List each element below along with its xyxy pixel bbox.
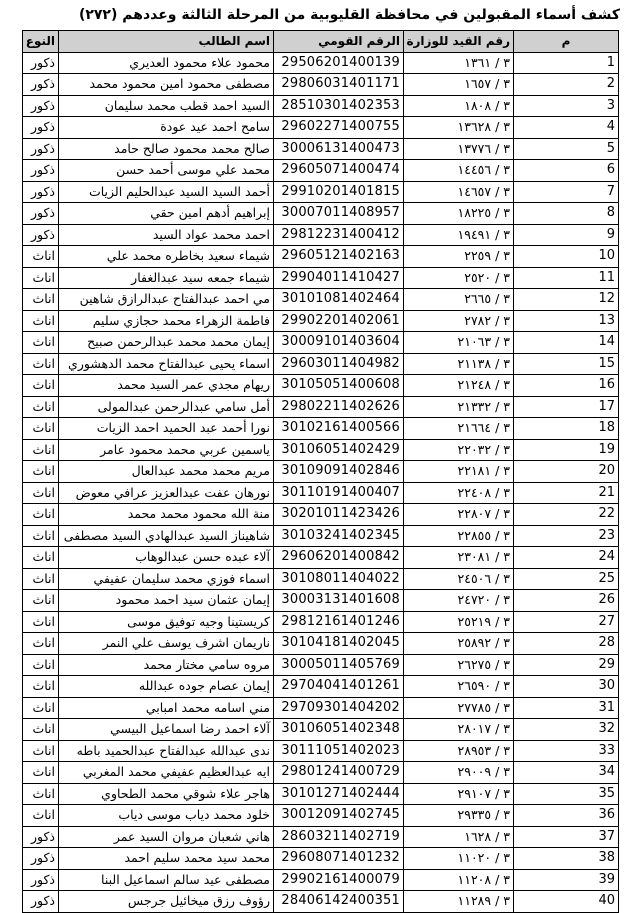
cell-registration: ٣ / ٢١٣٣٢ [404,396,514,418]
cell-registration: ٣ / ٢٤٧٢٠ [404,590,514,612]
cell-national-id: 28406142400351 [274,891,404,913]
cell-index: 11 [514,267,619,289]
table-row [23,375,619,397]
cell-student-name: مصطفى عيد سالم اسماعيل البنا [59,869,274,891]
cell-national-id: 29704041401261 [274,676,404,698]
cell-registration: ٣ / ٢١٢٤٨ [404,375,514,397]
cell-gender: اناث [23,590,59,612]
cell-student-name: آلاء عبده حسن عبدالوهاب [59,547,274,569]
cell-national-id: 29910201401815 [274,181,404,203]
cell-gender: ذكور [23,848,59,870]
cell-gender: اناث [23,676,59,698]
cell-registration: ٣ / ٢٦٥٩٠ [404,676,514,698]
cell-index: 38 [514,848,619,870]
cell-gender: اناث [23,332,59,354]
table-row [23,310,619,332]
table-row [23,353,619,375]
cell-registration: ٣ / ١١٢٠٨ [404,869,514,891]
cell-index: 13 [514,310,619,332]
cell-registration: ٣ / ٢٢٥٩ [404,246,514,268]
table-row [23,783,619,805]
table-row [23,224,619,246]
cell-student-name: محمد علي موسى أحمد حسن [59,160,274,182]
cell-gender: اناث [23,547,59,569]
cell-student-name: مي احمد عبدالفتاح عبدالرازق شاهين [59,289,274,311]
cell-national-id: 30106051402348 [274,719,404,741]
table-row [23,267,619,289]
cell-national-id: 29602271400755 [274,117,404,139]
cell-national-id: 30109091402846 [274,461,404,483]
cell-student-name: ناريمان اشرف يوسف علي النمر [59,633,274,655]
table-row [23,117,619,139]
cell-index: 14 [514,332,619,354]
cell-registration: ٣ / ٢١١٣٨ [404,353,514,375]
cell-national-id: 29812161401246 [274,611,404,633]
cell-index: 30 [514,676,619,698]
cell-national-id: 29902201402061 [274,310,404,332]
cell-national-id: 29802211402626 [274,396,404,418]
cell-registration: ٣ / ٢٦٢٧٥ [404,654,514,676]
cell-registration: ٣ / ١٤٤٥٦ [404,160,514,182]
cell-index: 5 [514,138,619,160]
cell-gender: اناث [23,719,59,741]
cell-national-id: 29605121402163 [274,246,404,268]
table-row [23,611,619,633]
cell-national-id: 30111051402023 [274,740,404,762]
cell-index: 18 [514,418,619,440]
header-registration: رقم القيد للوزارة [404,31,514,53]
cell-registration: ٣ / ٢٨٩٥٣ [404,740,514,762]
cell-student-name: أحمد السيد السيد عبدالحليم الزيات [59,181,274,203]
cell-index: 40 [514,891,619,913]
cell-index: 23 [514,525,619,547]
cell-gender: اناث [23,805,59,827]
cell-index: 9 [514,224,619,246]
table-row [23,826,619,848]
cell-gender: اناث [23,353,59,375]
cell-index: 7 [514,181,619,203]
cell-national-id: 30101271402444 [274,783,404,805]
table-row [23,719,619,741]
cell-gender: اناث [23,568,59,590]
cell-gender: ذكور [23,95,59,117]
cell-registration: ٣ / ٢٤٥٠٦ [404,568,514,590]
cell-registration: ٣ / ١٤٦٥٧ [404,181,514,203]
table-row [23,762,619,784]
cell-student-name: شيماء جمعه سيد عبدالغفار [59,267,274,289]
cell-student-name: منة الله محمود محمد محمد [59,504,274,526]
cell-national-id: 30003131401608 [274,590,404,612]
cell-index: 22 [514,504,619,526]
cell-gender: اناث [23,310,59,332]
cell-national-id: 30105051400608 [274,375,404,397]
cell-student-name: رؤوف رزق ميخائيل جرجس [59,891,274,913]
cell-gender: ذكور [23,52,59,74]
table-row [23,525,619,547]
cell-gender: اناث [23,504,59,526]
cell-index: 24 [514,547,619,569]
table-row [23,418,619,440]
cell-index: 19 [514,439,619,461]
table-row [23,246,619,268]
cell-gender: ذكور [23,869,59,891]
cell-index: 39 [514,869,619,891]
cell-national-id: 30007011408957 [274,203,404,225]
cell-national-id: 30005011405769 [274,654,404,676]
cell-registration: ٣ / ١٦٥٧ [404,74,514,96]
cell-national-id: 30110191400407 [274,482,404,504]
cell-gender: اناث [23,633,59,655]
cell-registration: ٣ / ٢٥٢١٩ [404,611,514,633]
table-row [23,160,619,182]
cell-registration: ٣ / ١١٢٨٩ [404,891,514,913]
header-name: اسم الطالب [59,31,274,53]
cell-student-name: كريستينا وجيه توفيق موسى [59,611,274,633]
table-row [23,740,619,762]
cell-registration: ٣ / ٢١٠٦٣ [404,332,514,354]
cell-student-name: اسماء فوزي محمد سليمان عفيفي [59,568,274,590]
cell-index: 32 [514,719,619,741]
cell-index: 25 [514,568,619,590]
cell-national-id: 30201011423426 [274,504,404,526]
table-row [23,568,619,590]
cell-student-name: خلود محمد دياب موسى دياب [59,805,274,827]
header-gender: النوع [23,31,59,53]
cell-index: 31 [514,697,619,719]
cell-registration: ٣ / ١٨٠٨ [404,95,514,117]
cell-index: 16 [514,375,619,397]
cell-gender: اناث [23,246,59,268]
cell-gender: اناث [23,697,59,719]
table-row [23,461,619,483]
cell-student-name: فاطمة الزهراء محمد حجازي سليم [59,310,274,332]
cell-gender: اناث [23,783,59,805]
table-row [23,590,619,612]
cell-gender: ذكور [23,181,59,203]
table-row [23,289,619,311]
cell-national-id: 29801241400729 [274,762,404,784]
cell-index: 12 [514,289,619,311]
table-row [23,848,619,870]
cell-student-name: نورهان عفت عبدالعزيز عرافي معوض [59,482,274,504]
cell-student-name: مني اسامه محمد امبابي [59,697,274,719]
cell-registration: ٣ / ٢٨٠١٧ [404,719,514,741]
cell-national-id: 29506201400139 [274,52,404,74]
cell-student-name: نورا أحمد عبد الحميد احمد الزيات [59,418,274,440]
cell-index: 29 [514,654,619,676]
cell-registration: ٣ / ١٦٢٨ [404,826,514,848]
cell-student-name: اسماء يحيى عبدالفتاح محمد الدهشوري [59,353,274,375]
cell-student-name: أمل سامي عبدالرحمن عبدالمولى [59,396,274,418]
table-row [23,869,619,891]
cell-student-name: إبراهيم أدهم امين حقي [59,203,274,225]
table-row [23,482,619,504]
cell-index: 27 [514,611,619,633]
table-row [23,891,619,913]
cell-student-name: إيمان عصام جوده عبدالله [59,676,274,698]
cell-student-name: مريم محمد محمد عبدالعال [59,461,274,483]
cell-index: 1 [514,52,619,74]
cell-national-id: 30106051402429 [274,439,404,461]
cell-index: 26 [514,590,619,612]
cell-index: 10 [514,246,619,268]
cell-index: 28 [514,633,619,655]
cell-registration: ٣ / ٢٩٠٠٩ [404,762,514,784]
cell-student-name: احمد محمد عواد السيد [59,224,274,246]
cell-gender: ذكور [23,138,59,160]
table-row [23,74,619,96]
cell-gender: اناث [23,396,59,418]
cell-index: 33 [514,740,619,762]
cell-student-name: شاهيناز السيد عبدالهادي السيد مصطفى [59,525,274,547]
cell-index: 4 [514,117,619,139]
table-row [23,95,619,117]
cell-gender: ذكور [23,891,59,913]
cell-student-name: ياسمين عربي محمد محمود عامر [59,439,274,461]
cell-gender: اناث [23,611,59,633]
cell-index: 35 [514,783,619,805]
cell-index: 15 [514,353,619,375]
cell-gender: اناث [23,762,59,784]
cell-registration: ٣ / ٢٢١٨١ [404,461,514,483]
cell-registration: ٣ / ١٨٢٢٥ [404,203,514,225]
cell-national-id: 30102161400566 [274,418,404,440]
cell-gender: اناث [23,525,59,547]
table-row [23,676,619,698]
cell-national-id: 29606201400842 [274,547,404,569]
cell-registration: ٣ / ٢٥٢٠ [404,267,514,289]
cell-student-name: إيمان محمد محمد عبدالرحمن صبيح [59,332,274,354]
table-body [23,52,619,912]
cell-index: 8 [514,203,619,225]
table-row [23,654,619,676]
cell-gender: ذكور [23,224,59,246]
cell-student-name: مروه سامي مختار محمد [59,654,274,676]
cell-national-id: 30012091402745 [274,805,404,827]
cell-student-name: شيماء سعيد بخاطره محمد علي [59,246,274,268]
cell-gender: ذكور [23,117,59,139]
cell-student-name: هاني شعبان مروان السيد عمر [59,826,274,848]
cell-student-name: ايه عبدالعظيم عفيفي محمد المغربي [59,762,274,784]
cell-national-id: 30009101403604 [274,332,404,354]
cell-national-id: 29605071400474 [274,160,404,182]
table-row [23,547,619,569]
cell-registration: ٣ / ٢٢٨٥٥ [404,525,514,547]
cell-registration: ٣ / ٢١٦٦٤ [404,418,514,440]
cell-registration: ٣ / ٢٢٤٠٨ [404,482,514,504]
header-national-id: الرقم القومي [274,31,404,53]
cell-national-id: 30006131400473 [274,138,404,160]
table-row [23,439,619,461]
cell-student-name: محمود علاء محمود العديري [59,52,274,74]
cell-index: 21 [514,482,619,504]
table-row [23,52,619,74]
cell-national-id: 29904011410427 [274,267,404,289]
cell-student-name: ريهام مجدي عمر السيد محمد [59,375,274,397]
cell-gender: اناث [23,654,59,676]
table-row [23,332,619,354]
cell-student-name: آلاء احمد رضا اسماعيل البيسي [59,719,274,741]
table-row [23,504,619,526]
cell-index: 3 [514,95,619,117]
cell-registration: ٣ / ٢٥٨٩٢ [404,633,514,655]
cell-student-name: السيد احمد قطب محمد سليمان [59,95,274,117]
cell-gender: اناث [23,482,59,504]
cell-registration: ٣ / ٢٩٣٣٥ [404,805,514,827]
cell-registration: ٣ / ٢٦٦٥ [404,289,514,311]
cell-gender: ذكور [23,160,59,182]
table-row [23,203,619,225]
cell-registration: ٣ / ١٣٧٧٦ [404,138,514,160]
cell-gender: اناث [23,461,59,483]
cell-student-name: صالح محمد محمود صالح حامد [59,138,274,160]
table-row [23,138,619,160]
table-row [23,396,619,418]
cell-registration: ٣ / ٢٢٠٣٢ [404,439,514,461]
table-row [23,697,619,719]
cell-registration: ٣ / ١١٠٢٠ [404,848,514,870]
cell-national-id: 28603211402719 [274,826,404,848]
cell-student-name: إيمان عثمان سيد احمد محمود [59,590,274,612]
cell-index: 20 [514,461,619,483]
cell-registration: ٣ / ١٣٦١ [404,52,514,74]
cell-national-id: 28510301402353 [274,95,404,117]
cell-gender: اناث [23,289,59,311]
cell-index: 37 [514,826,619,848]
header-index: م [514,31,619,53]
cell-registration: ٣ / ١٣٦٢٨ [404,117,514,139]
cell-national-id: 29608071401232 [274,848,404,870]
cell-registration: ٣ / ١٩٤٩١ [404,224,514,246]
cell-gender: ذكور [23,203,59,225]
cell-national-id: 30108011404022 [274,568,404,590]
cell-student-name: محمد سيد محمد سليم احمد [59,848,274,870]
cell-gender: اناث [23,418,59,440]
cell-gender: اناث [23,375,59,397]
cell-national-id: 29806031401171 [274,74,404,96]
cell-index: 2 [514,74,619,96]
table-row [23,181,619,203]
cell-national-id: 30103241402345 [274,525,404,547]
cell-index: 17 [514,396,619,418]
cell-index: 6 [514,160,619,182]
document-title: كشف أسماء المقبولين في محافظة القليوبية من المرحلة الثالثة وعددهم (٢٧٢) [78,7,620,23]
cell-index: 36 [514,805,619,827]
cell-national-id: 30104181402045 [274,633,404,655]
cell-registration: ٣ / ٢٢٨٠٧ [404,504,514,526]
cell-gender: اناث [23,267,59,289]
cell-registration: ٣ / ٢٧٨٢ [404,310,514,332]
cell-student-name: سامح احمد عيد عودة [59,117,274,139]
table-row [23,633,619,655]
cell-registration: ٣ / ٢٩١٠٧ [404,783,514,805]
cell-national-id: 29603011404982 [274,353,404,375]
cell-national-id: 29709301404202 [274,697,404,719]
cell-gender: اناث [23,439,59,461]
table-row [23,805,619,827]
cell-student-name: ندى عبدالله عبدالفتاح عبدالحميد باطه [59,740,274,762]
cell-gender: اناث [23,740,59,762]
cell-registration: ٣ / ٢٣٠٨١ [404,547,514,569]
cell-index: 34 [514,762,619,784]
cell-student-name: مصطفى محمود امين محمود محمد [59,74,274,96]
cell-national-id: 29902161400079 [274,869,404,891]
cell-national-id: 29812231400412 [274,224,404,246]
cell-national-id: 30101081402464 [274,289,404,311]
cell-gender: ذكور [23,826,59,848]
table-header-row [23,31,619,53]
cell-gender: ذكور [23,74,59,96]
students-table [22,30,619,913]
cell-student-name: هاجر علاء شوقي محمد الطحاوي [59,783,274,805]
cell-registration: ٣ / ٢٧٧٨٥ [404,697,514,719]
